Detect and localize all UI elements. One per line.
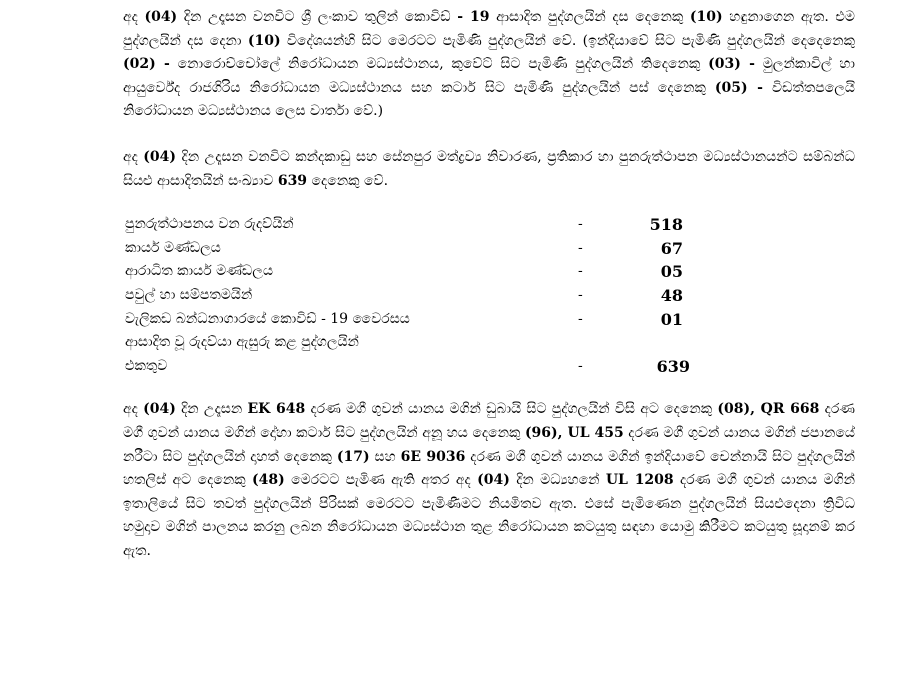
stats-row-value: 05 (660, 262, 683, 282)
emphasis-text: - 19 (457, 9, 490, 25)
stats-row (123, 284, 683, 308)
paragraph-flights (123, 398, 855, 563)
text-segment: දින උදෑසන (175, 401, 248, 418)
stats-row-label: වැලිකඩ බන්ධනාගාරයේ කොවිඩ් - 19 වෛරසය (125, 310, 410, 327)
emphasis-text: (04) (144, 9, 178, 25)
paragraph-rehab-centers (123, 146, 855, 193)
emphasis-text: (05) - (714, 79, 763, 96)
text-segment: හඳුනාගෙන ඇත. එම පුද්ගලයින් දස දෙනා (123, 9, 855, 49)
stats-row-label: කාර්ය මණ්ඩලය (125, 239, 221, 256)
text-segment: දරණ මගී ගුවන් යානය මගින් ඩුබායි සිට පුද්ගලයින් විසි අට දෙනෙකු (305, 401, 718, 418)
text-segment: විඩත්තපලෙයි නිරෝධායන මධ්‍යස්ථානය ලෙස වාර්තා වේ.) (123, 79, 855, 120)
text-segment: විදේශයන්හි සිට මෙරටට පැමිණි පුද්ගලයින් වේ. (ඉන්දියාවේ සිට පැමිණි පුද්ගලයින් දෙදෙනෙකු (280, 32, 855, 49)
stats-total-row (123, 355, 690, 379)
stats-row-label: පවුල් හා සම්පතමයින් (125, 286, 253, 303)
text-segment: අද (123, 148, 144, 165)
emphasis-text: (48) (251, 472, 285, 489)
emphasis-text: (03) - (708, 56, 755, 73)
text-segment: මුලන්කාවිල් හා ආයුර්වේද රාජගිරිය නිරෝධායන මධ්‍යස්ථානය සහ කටාර් සිට පැමිණි පුද්ගලයින් පස් දෙනෙකු (123, 56, 856, 96)
stats-total-label: එකතුව (125, 357, 168, 374)
text-segment: ආසාදිත පුද්ගලයින් දස දෙනෙකු (489, 9, 690, 25)
emphasis-text: 6E 9036 (400, 448, 466, 465)
emphasis-text: (08), QR 668 (717, 401, 820, 418)
text-segment: දෙනෙකු වේ. (307, 172, 389, 189)
emphasis-text: (04) (143, 401, 176, 418)
text-segment: මෙරටට පැමිණ ඇති අතර අද (284, 472, 478, 489)
paragraph-new-cases (123, 6, 855, 124)
text-segment: දින මධ්‍යහනේ (509, 472, 606, 489)
stats-row-dash: - (578, 239, 583, 256)
text-segment: සහ (369, 448, 401, 465)
stats-total-value: 639 (656, 356, 690, 376)
emphasis-text: EK 648 (247, 401, 306, 418)
text-segment: අද (123, 9, 145, 25)
emphasis-text: (04) (477, 472, 510, 489)
stats-row (123, 308, 683, 332)
emphasis-text: UL 1208 (605, 472, 674, 489)
text-segment: දරණ මගී ගුවන් යානය මගින් ඉන්දියාවේ චෙන්නායි සිට පුද්ගලයින් හතලිස් අට දෙනෙකු (123, 448, 855, 489)
text-segment: නොරොච්චෝලේ නිරෝධායන මධ්‍යස්ථානය, කුවේට් සිට පැමිණි පුද්ගලයින් තිදෙනෙකු (169, 56, 709, 73)
stats-row (123, 213, 683, 237)
emphasis-text: (10) (689, 9, 723, 25)
stats-row-value: 518 (649, 215, 683, 235)
emphasis-text: (04) (143, 148, 177, 165)
text-segment: දරණ මගී ගුවන් යානය මගින් ජපානයේ නරීටා සිට පුද්ගලයින් දාහත් දෙනෙකු (123, 424, 855, 465)
stats-row-label: ආසාදිත වූ රුදව්යා ඇසුරු කළ පුද්ගලයින් (125, 334, 359, 351)
infection-stats-table (123, 213, 690, 378)
stats-row-value: 48 (660, 285, 683, 305)
stats-row-dash: - (578, 310, 583, 327)
stats-row (123, 331, 683, 355)
emphasis-text: (17) (336, 448, 370, 465)
text-segment: අද (123, 401, 144, 418)
emphasis-text: (96), UL 455 (524, 424, 624, 441)
stats-row-dash: - (578, 216, 583, 233)
stats-row-value: 67 (660, 238, 683, 258)
stats-row-dash: - (578, 286, 583, 303)
stats-row-dash: - (578, 263, 583, 280)
stats-row-label: ආරාධිත කාර්ය මණ්ඩලය (125, 263, 274, 280)
emphasis-text: 639 (277, 172, 308, 189)
stats-row-value: 01 (660, 309, 683, 329)
text-segment: දින උදෑසන වනවිට කන්දකාඩු සහ සේනපුර මත්ද්‍රව්‍ය නිවාරණ, ප්‍රතිකාර හා පුනරුත්ථාපන මධ්‍යස්ථානයන්ට සම්බන්ධ සියළු ආසාදිතයින් සංඛ්‍යාව (123, 148, 855, 189)
text-segment: දරණ මගී ගුවන් යානය මගින් ඉතාලියේ සිට තවත් පුද්ගලයින් පිරිසක් මෙරටට පැමිණීමට නියමිතව ඇත. එසේ පැමිණෙන පුද්ගලයින් සියළුදෙනා ත්‍රිවිධ හමුදාව මගින් පාලනය කරනු ලබන නිරෝධායන මධ්‍යස්ථාන තුළ නිරෝධායන කටයුතු සඳහා යොමු කිරීමට කටයුතු සූදානම් කර ඇත. (123, 472, 855, 559)
stats-row (123, 260, 683, 284)
emphasis-text: (10) (247, 32, 281, 49)
emphasis-text: (02) - (123, 56, 170, 73)
text-segment: දින උදෑසන වනවිට ශ්‍රී ලංකාව තුලින් කොවිඩ් (177, 9, 458, 25)
stats-row (123, 237, 683, 261)
stats-row-dash: - (578, 357, 583, 374)
text-segment: දරණ මගී ගුවන් යානය මගින් දෝහා කටාර් සිට පුද්ගලයින් අනූ හය දෙනෙකු (123, 401, 856, 441)
stats-row-label: පුනරුත්ථාපනය වන රුදව්යින් (125, 216, 294, 233)
